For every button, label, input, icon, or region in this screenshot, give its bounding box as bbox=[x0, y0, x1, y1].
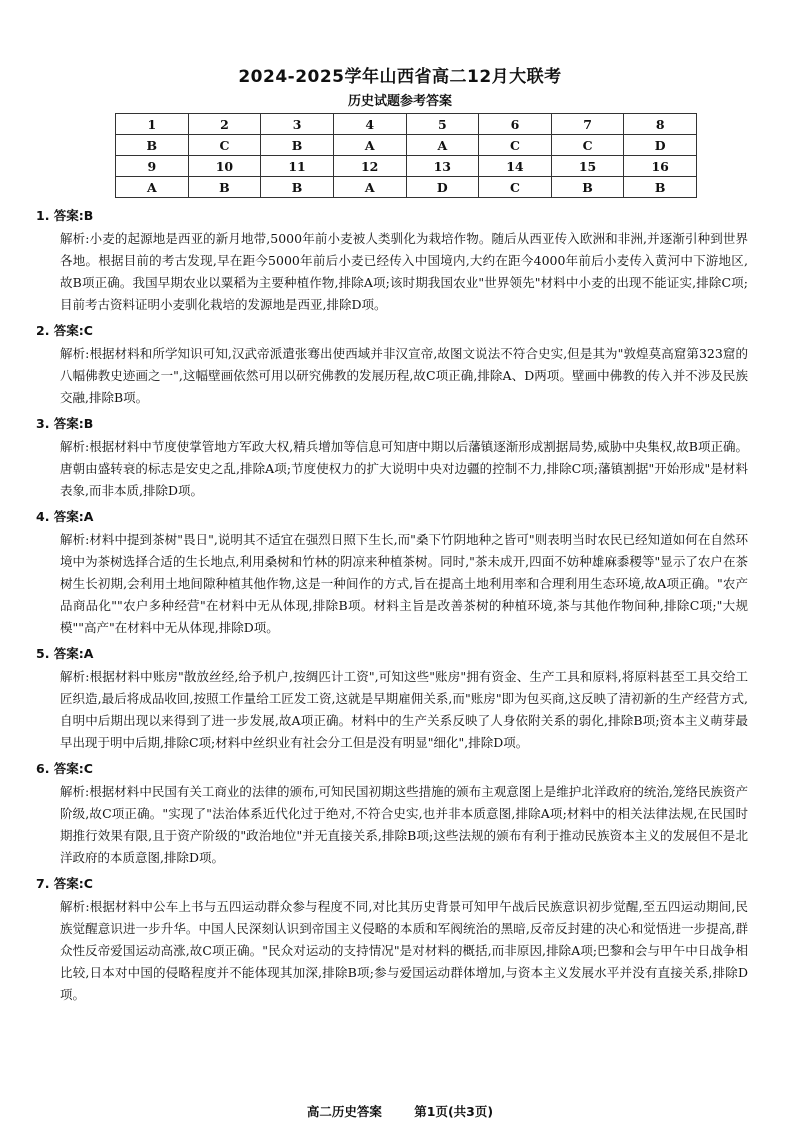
analysis-text: 解析:材料中提到茶树"畏日",说明其不适宜在强烈日照下生长,而"桑下竹阴地种之皆可"则表明当时农民已经知道如何在自然环境中为茶树选择合适的生长地点,利用桑树和竹林的阴凉来种植茶树。同时,"茶未成开,四面不妨种雄麻黍稷等"显示了农户在茶树生长初期,会利用土地间隙种植其他作物,这是一种间作的方式,旨在提高土地利用率和合理利用生态环境,故A项正确。"农产品商品化""农户多种经营"在材料中无从体现,排除B项。材料主旨是改善茶树的种植环境,茶与其他作物间种,排除C项;"大规模""高产"在材料中无从体现,排除D项。 bbox=[60, 532, 748, 635]
question-explanation bbox=[36, 874, 748, 1006]
question-number-cell: 15 bbox=[551, 156, 624, 177]
question-number-cell: 1 bbox=[116, 114, 189, 135]
question-number-cell: 8 bbox=[624, 114, 697, 135]
answer-heading: 2. 答案:C bbox=[36, 323, 93, 338]
question-number-cell: 9 bbox=[116, 156, 189, 177]
answer-heading: 3. 答案:B bbox=[36, 416, 94, 431]
analysis-text: 解析:根据材料中公车上书与五四运动群众参与程度不同,对比其历史背景可知甲午战后民族意识初步觉醒,至五四运动期间,民族觉醒意识进一步升华。中国人民深刻认识到帝国主义侵略的本质和军阀统治的黑暗,反帝反封建的决心和觉悟进一步提高,群众性反帝爱国运动高涨,故C项正确。"民众对运动的支持情况"是对材料的概括,而非原因,排除A项;巴黎和会与甲午中日战争相比较,日本对中国的侵略程度并不能体现其加深,排除B项;参与爱国运动群体增加,与资本主义发展水平并没有直接关系,排除D项。 bbox=[60, 899, 748, 1002]
footer-page-number: 第1页(共3页) bbox=[414, 1104, 494, 1119]
analysis-text: 解析:根据材料中民国有关工商业的法律的颁布,可知民国初期这些措施的颁布主观意图上是维护北洋政府的统治,笼络民族资产阶级,故C项正确。"实现了"法治体系近代化过于绝对,不符合史实,也并非本质意图,排除A项;材料中的相关法律法规,在民国时期推行效果有限,且于资产阶级的"政治地位"并无直接关系,排除B项;这些法规的颁布有利于推动民族资本主义的发展但不是北洋政府的本质意图,排除D项。 bbox=[60, 784, 748, 865]
question-explanation bbox=[36, 759, 748, 869]
question-number-cell: 4 bbox=[333, 114, 406, 135]
question-number-cell: 13 bbox=[406, 156, 479, 177]
answer-cell: C bbox=[479, 135, 552, 156]
question-explanation bbox=[36, 206, 748, 316]
answer-heading: 5. 答案:A bbox=[36, 646, 94, 661]
question-number-cell: 11 bbox=[261, 156, 334, 177]
analysis-text: 解析:根据材料和所学知识可知,汉武帝派遣张骞出使西域并非汉宣帝,故图文说法不符合史实,但是其为"敦煌莫高窟第323窟的八幅佛教史迹画之一",这幅壁画依然可用以研究佛教的发展历程,故C项正确,排除A、D两项。壁画中佛教的传入并不涉及民族交融,排除B项。 bbox=[60, 346, 748, 405]
answer-row bbox=[116, 135, 697, 156]
answer-explanations bbox=[36, 206, 748, 1011]
question-explanation bbox=[36, 414, 748, 502]
question-explanation bbox=[36, 507, 748, 639]
question-number-cell: 14 bbox=[479, 156, 552, 177]
answer-cell: B bbox=[188, 177, 261, 198]
document-title: 2024-2025学年山西省高二12月大联考 bbox=[238, 67, 562, 87]
answer-row bbox=[116, 177, 697, 198]
question-number-cell: 16 bbox=[624, 156, 697, 177]
question-number-cell: 10 bbox=[188, 156, 261, 177]
answer-cell: A bbox=[333, 177, 406, 198]
answer-cell: B bbox=[261, 135, 334, 156]
answer-heading: 7. 答案:C bbox=[36, 876, 93, 891]
answer-cell: C bbox=[551, 135, 624, 156]
question-number-row bbox=[116, 114, 697, 135]
answer-cell: D bbox=[624, 135, 697, 156]
answer-cell: A bbox=[116, 177, 189, 198]
answer-cell: A bbox=[406, 135, 479, 156]
answer-cell: B bbox=[551, 177, 624, 198]
answer-table bbox=[115, 113, 697, 198]
answer-cell: B bbox=[624, 177, 697, 198]
question-number-cell: 3 bbox=[261, 114, 334, 135]
document-subtitle: 历史试题参考答案 bbox=[347, 94, 452, 109]
question-number-cell: 2 bbox=[188, 114, 261, 135]
page-footer bbox=[0, 1102, 800, 1120]
answer-cell: D bbox=[406, 177, 479, 198]
question-number-cell: 5 bbox=[406, 114, 479, 135]
analysis-text: 解析:小麦的起源地是西亚的新月地带,5000年前小麦被人类驯化为栽培作物。随后从西亚传入欧洲和非洲,并逐渐引种到世界各地。根据目前的考古发现,早在距今5000年前后小麦已经传入中国境内,大约在距今4000年前后小麦传入黄河中下游地区,故B项正确。我国早期农业以粟稻为主要种植作物,排除A项;该时期我国农业"世界领先"材料中小麦的出现不能证实,排除C项;目前考古资料证明小麦驯化栽培的发源地是西亚,排除D项。 bbox=[60, 231, 748, 312]
footer-subject: 高二历史答案 bbox=[306, 1104, 382, 1119]
answer-cell: A bbox=[333, 135, 406, 156]
analysis-text: 解析:根据材料中节度使掌管地方军政大权,精兵增加等信息可知唐中期以后藩镇逐渐形成割据局势,威胁中央集权,故B项正确。唐朝由盛转衰的标志是安史之乱,排除A项;节度使权力的扩大说明中央对边疆的控制不力,排除C项;藩镇割据"开始形成"是材料表象,而非本质,排除D项。 bbox=[60, 439, 748, 498]
answer-heading: 6. 答案:C bbox=[36, 761, 93, 776]
analysis-text: 解析:根据材料中账房"散放丝经,给予机户,按绸匹计工资",可知这些"账房"拥有资金、生产工具和原料,将原料甚至工具交给工匠织造,最后将成品收回,按照工作量给工匠发工资,这就是早期雇佣关系,而"账房"即为包买商,这反映了清初新的生产经营方式,自明中后期出现以来得到了进一步发展,故A项正确。材料中的生产关系反映了人身依附关系的弱化,排除B项;资本主义萌芽最早出现于明中后期,排除C项;材料中丝织业有社会分工但是没有明显"细化",排除D项。 bbox=[60, 669, 748, 750]
question-number-row bbox=[116, 156, 697, 177]
answer-cell: C bbox=[188, 135, 261, 156]
question-number-cell: 7 bbox=[551, 114, 624, 135]
question-explanation bbox=[36, 644, 748, 754]
question-number-cell: 6 bbox=[479, 114, 552, 135]
answer-cell: B bbox=[116, 135, 189, 156]
answer-heading: 1. 答案:B bbox=[36, 208, 94, 223]
question-explanation bbox=[36, 321, 748, 409]
answer-cell: C bbox=[479, 177, 552, 198]
answer-cell: B bbox=[261, 177, 334, 198]
answer-heading: 4. 答案:A bbox=[36, 509, 94, 524]
question-number-cell: 12 bbox=[333, 156, 406, 177]
